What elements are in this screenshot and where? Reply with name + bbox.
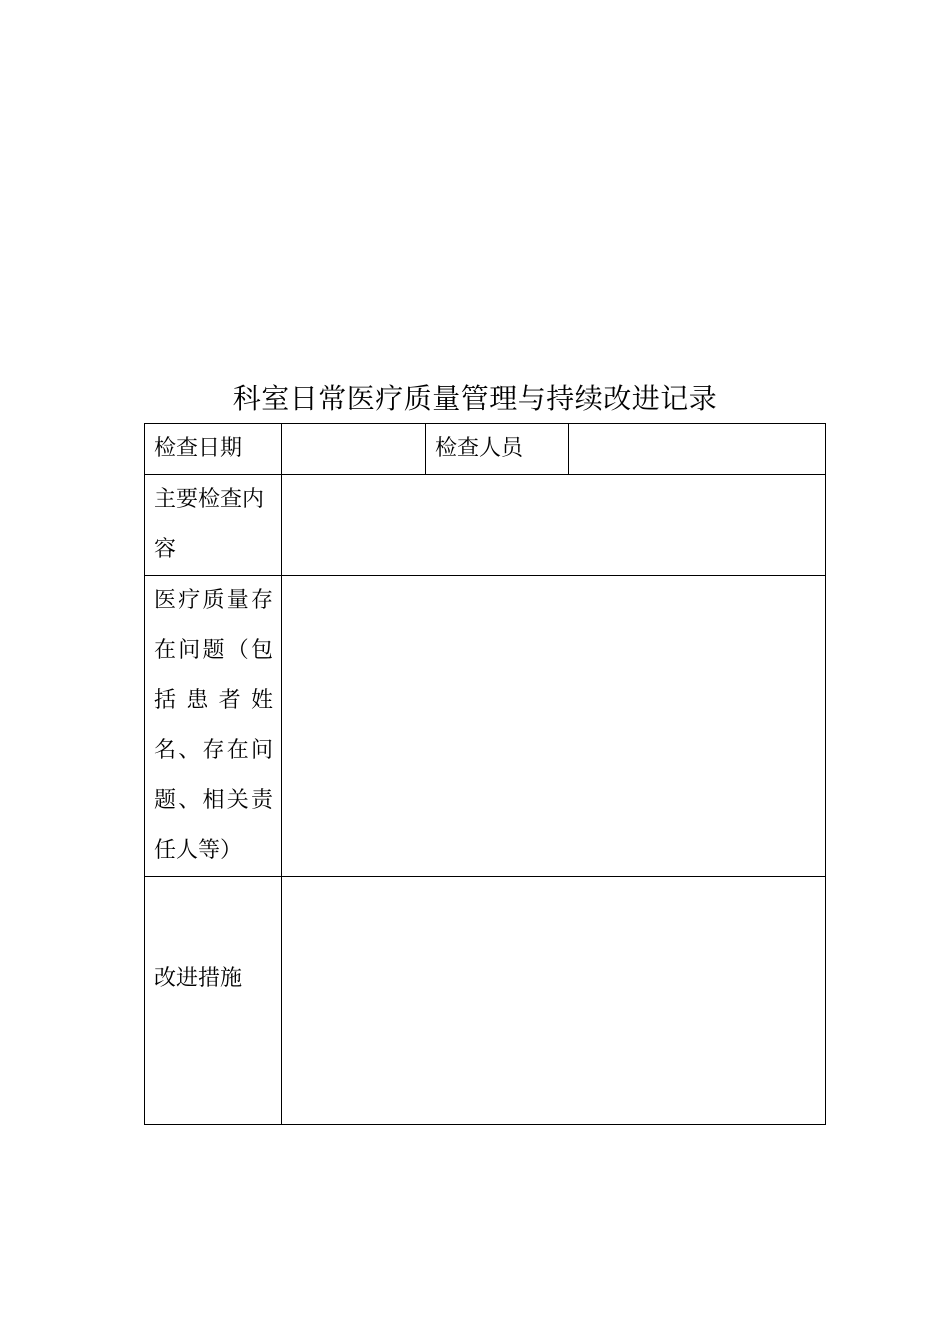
improvement-field[interactable] [282, 877, 826, 1125]
main-content-label [145, 475, 282, 576]
problems-label-line: 医疗质量存 [154, 588, 273, 613]
inspector-field[interactable] [569, 424, 826, 475]
table-row [145, 877, 826, 1125]
problems-label-line: 名、存在问 [154, 738, 273, 763]
problems-label-line: 题、相关责 [154, 788, 273, 813]
record-table [144, 423, 826, 1125]
table-row [145, 475, 826, 576]
improvement-label: 改进措施 [145, 877, 282, 1125]
problems-label-line: 括 患 者 姓 [154, 688, 273, 713]
problems-label-line: 任人等） [154, 838, 243, 863]
page-title: 科室日常医疗质量管理与持续改进记录 [232, 382, 718, 415]
table-row [145, 576, 826, 877]
problems-label-line: 在问题（包 [154, 638, 273, 663]
check-date-field[interactable] [282, 424, 426, 475]
inspector-label: 检查人员 [426, 424, 569, 475]
main-content-label-line: 容 [154, 537, 177, 562]
main-content-field[interactable] [282, 475, 826, 576]
main-content-label-line: 主要检查内 [154, 487, 265, 512]
check-date-label: 检查日期 [145, 424, 282, 475]
problems-label [145, 576, 282, 877]
problems-field[interactable] [282, 576, 826, 877]
table-row [145, 424, 826, 475]
